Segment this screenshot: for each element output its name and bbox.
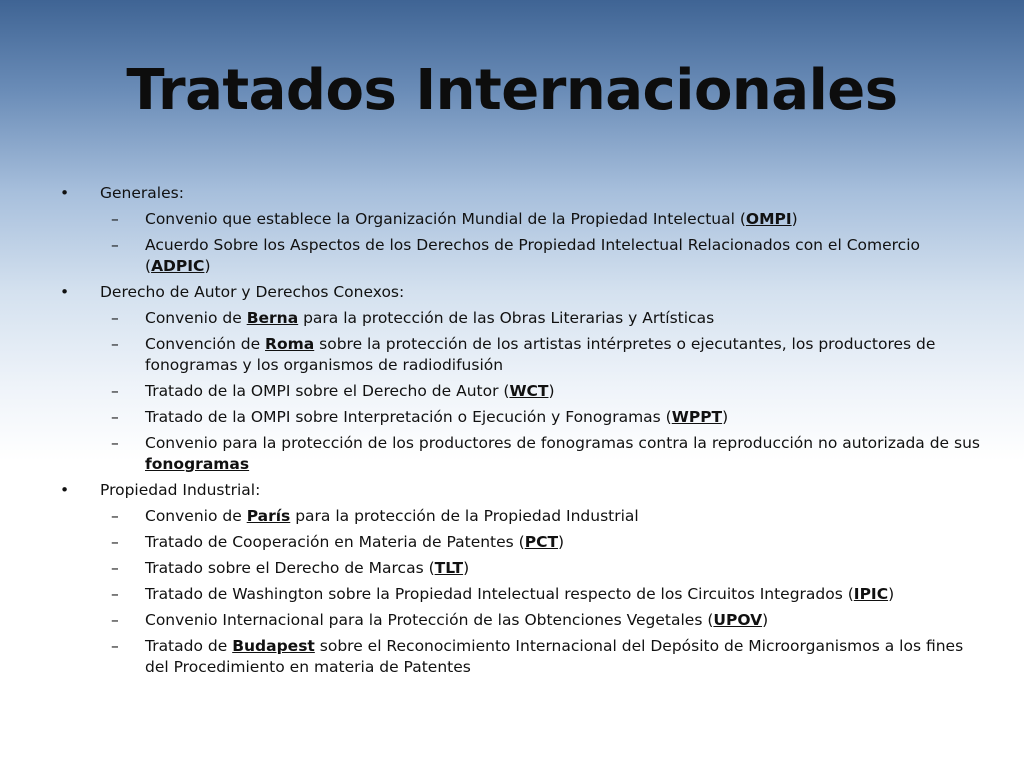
- slide-title: Tratados Internacionales: [126, 58, 898, 123]
- treaty-link-ipic[interactable]: IPIC: [853, 585, 889, 603]
- dash-icon: –: [111, 434, 119, 452]
- section-heading: • Generales:: [60, 184, 184, 202]
- dash-icon: –: [111, 382, 119, 400]
- dash-icon: –: [111, 507, 119, 525]
- list-item: – Tratado de Washington sobre la Propiedad Intelectual respecto de los Circuitos Integrados (IPIC): [111, 585, 895, 603]
- section-heading: • Derecho de Autor y Derechos Conexos:: [60, 283, 405, 301]
- bullet-icon: •: [60, 481, 70, 499]
- treaty-link-upov[interactable]: UPOV: [713, 611, 763, 629]
- dash-icon: –: [111, 335, 119, 353]
- list-item: – Convenio que establece la Organización Mundial de la Propiedad Intelectual (OMPI): [111, 210, 798, 228]
- treaty-link-budapest[interactable]: Budapest: [232, 637, 315, 655]
- section-propiedad-industrial: [56, 480, 986, 678]
- list-item: – Convenio Internacional para la Protección de las Obtenciones Vegetales (UPOV): [111, 611, 769, 629]
- dash-icon: –: [111, 585, 119, 603]
- dash-icon: –: [111, 559, 119, 577]
- bullet-icon: •: [60, 184, 70, 202]
- treaty-link-pct[interactable]: PCT: [524, 533, 559, 551]
- treaty-link-adpic[interactable]: ADPIC: [151, 257, 205, 275]
- list-item: – Convenio para la protección de los productores de fonogramas contra la reproducción no autorizada de sus fonogramas: [111, 434, 980, 473]
- dash-icon: –: [111, 533, 119, 551]
- treaty-link-roma[interactable]: Roma: [265, 335, 315, 353]
- dash-icon: –: [111, 611, 119, 629]
- bullet-list: [56, 183, 986, 683]
- list-item: – Tratado de Budapest sobre el Reconocimiento Internacional del Depósito de Microorganismos a los fines del Procedimiento en materia de Patentes: [111, 637, 964, 676]
- list-item: – Tratado de Cooperación en Materia de Patentes (PCT): [111, 533, 565, 551]
- section-derecho-de-autor: [56, 282, 986, 475]
- list-item: – Convenio de Berna para la protección de las Obras Literarias y Artísticas: [111, 309, 715, 327]
- treaty-link-ompi[interactable]: OMPI: [745, 210, 792, 228]
- dash-icon: –: [111, 309, 119, 327]
- treaty-link-wct[interactable]: WCT: [509, 382, 549, 400]
- bullet-icon: •: [60, 283, 70, 301]
- dash-icon: –: [111, 637, 119, 655]
- dash-icon: –: [111, 408, 119, 426]
- section-heading: • Propiedad Industrial:: [60, 481, 261, 499]
- treaty-link-paris[interactable]: París: [246, 507, 291, 525]
- list-item: – Tratado de la OMPI sobre Interpretación o Ejecución y Fonogramas (WPPT): [111, 408, 729, 426]
- treaty-link-berna[interactable]: Berna: [246, 309, 299, 327]
- list-item: – Convenio de París para la protección de la Propiedad Industrial: [111, 507, 639, 525]
- list-item: – Acuerdo Sobre los Aspectos de los Derechos de Propiedad Intelectual Relacionados con el Comercio (ADPIC): [111, 236, 920, 275]
- dash-icon: –: [111, 236, 119, 254]
- list-item: – Convención de Roma sobre la protección de los artistas intérpretes o ejecutantes, los productores de fonogramas y los organismos de radiodifusión: [111, 335, 936, 374]
- list-item: – Tratado sobre el Derecho de Marcas (TLT): [111, 559, 470, 577]
- treaty-link-fonogramas[interactable]: fonogramas: [145, 455, 250, 473]
- treaty-link-tlt[interactable]: TLT: [434, 559, 464, 577]
- dash-icon: –: [111, 210, 119, 228]
- section-generales: [56, 183, 986, 277]
- list-item: – Tratado de la OMPI sobre el Derecho de Autor (WCT): [111, 382, 555, 400]
- treaty-link-wppt[interactable]: WPPT: [671, 408, 723, 426]
